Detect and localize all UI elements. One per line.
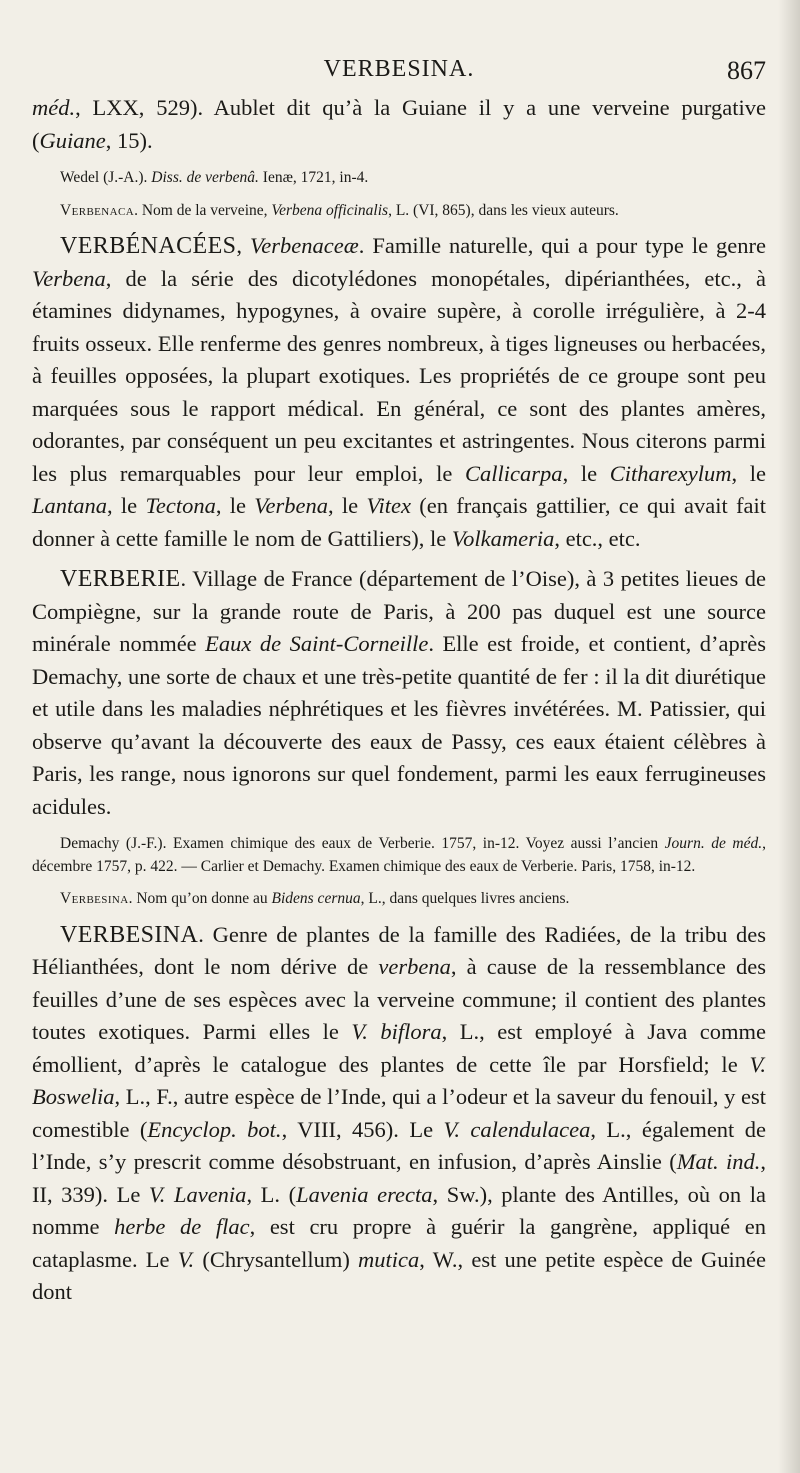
entry-headword: VERBERIE — [60, 566, 181, 592]
italic-text: V. Lavenia — [148, 1181, 247, 1207]
page-gutter-shadow — [778, 0, 800, 1473]
running-head — [32, 52, 766, 86]
text-run: . Genre de plantes de la famille des Radiées, de la tribu des Hélianthées, dont le nom dérive de — [32, 921, 766, 979]
text-run: , le — [215, 493, 255, 518]
text-run: , décembre 1757, p. 422. — Carlier et Demachy. Examen chimique des eaux de Verberie. Paris, 1758, in-12. — [32, 835, 766, 875]
text-run: , L., également de l’Inde, s’y prescrit comme désobstruant, en infusion, d’après Ainslie ( — [32, 1116, 766, 1174]
text-run: , de la série des dicotylédones monopétales, dipérianthées, etc., à étamines didynames, hypogynes, à ovaire supère, à corolle irrégulière, à 2-4 fruits osseux. Elle renferme des genres nombreux, à tiges ligneuses ou herbacées, à feuilles opposées, la plupart exotiques. Les propriétés de ce groupe sont peu marquées sous le rapport médical. En général, ce sont des plantes amères, odorantes, par conséquent un peu excitantes et astringentes. Nous citerons parmi les plus remarquables pour leur emploi, le — [32, 265, 766, 486]
text-run: , LXX, 529). Aublet dit qu’à la Guiane il y a une verveine purgative ( — [32, 95, 766, 153]
reference-note — [32, 888, 766, 911]
entry-paragraph — [32, 919, 766, 1309]
italic-text: Mat. ind. — [676, 1149, 761, 1174]
text-run: , à cause de la ressemblance des feuilles d’une de ses espèces avec la verveine commune; il contient des plantes toutes exotiques. Parmi elles le — [32, 954, 766, 1044]
italic-text: Verbenaceæ — [250, 233, 359, 258]
text-run: . Nom de la verveine, — [134, 201, 272, 219]
text-run: , est cru propre à guérir la gangrène, appliqué en cataplasme. Le — [32, 1214, 766, 1272]
italic-text: Callicarpa — [465, 460, 563, 486]
italic-text: V. Boswelia — [32, 1051, 766, 1109]
italic-text: Lantana — [32, 493, 108, 518]
italic-text: Tectona — [145, 493, 216, 518]
text-run: , 15). — [105, 127, 153, 153]
text-run: , W., est une petite espèce de Guinée dont — [32, 1246, 766, 1304]
entry-headword: VERBÉNACÉES — [60, 233, 237, 259]
page-body — [32, 92, 766, 1309]
page-number: 867 — [727, 56, 766, 85]
reference-note — [32, 200, 766, 223]
italic-text: Eaux de Saint-Corneille — [205, 631, 429, 656]
italic-text: verbena — [378, 954, 451, 979]
italic-text: Vitex — [366, 493, 412, 518]
italic-text: mutica — [358, 1246, 420, 1272]
text-run: , L., est employé à Java comme émollient, d’après le catalogue des plantes de cette île par Horsfield; le — [32, 1019, 766, 1077]
entry-paragraph — [32, 563, 766, 823]
running-head-title: VERBESINA. — [323, 56, 475, 82]
italic-text: Citharexylum — [609, 460, 732, 486]
text-run: , le — [562, 460, 610, 486]
entry-paragraph — [32, 230, 766, 555]
italic-text: Volkameria — [451, 525, 555, 551]
text-run: , L., dans quelques livres anciens. — [360, 890, 570, 907]
text-run: , L. (VI, 865), dans les vieux auteurs. — [388, 201, 619, 219]
text-run: (Chrysantellum) — [194, 1246, 359, 1272]
text-run: (en français gattilier, ce qui avait fait donner à cette famille le nom de Gattiliers), le — [32, 493, 766, 551]
text-run: . Elle est froide, et contient, d’après Demachy, une sorte de chaux et une très-petite quantité de fer : il la dit diurétique et utile dans les maladies néphrétiques et les fièvres invétérées. M. Patissier, qui observe qu’avant la découverte des eaux de Passy, ces eaux étaient célèbres à Paris, les range, nous ignorons sur quel fondement, parmi les eaux ferrugineuses acidules. — [32, 631, 766, 819]
italic-text: Diss. de verbenâ. — [151, 169, 259, 186]
small-caps-term: Verbesina — [60, 890, 129, 907]
text-run: , Sw.), plante des Antilles, où on la nomme — [32, 1181, 766, 1239]
italic-text: Encyclop. bot. — [147, 1116, 282, 1142]
text-run: , le — [107, 493, 146, 518]
italic-text: Verbena — [32, 265, 106, 291]
small-caps-term: Verbenaca — [60, 201, 135, 219]
text-run: , L. ( — [246, 1181, 297, 1207]
text-run: , le — [731, 460, 766, 486]
italic-text: Verbena — [254, 493, 329, 518]
entry-paragraph — [32, 92, 766, 157]
reference-note — [32, 833, 766, 878]
entry-headword: VERBESINA — [60, 921, 199, 948]
text-run: Wedel (J.-A.). — [60, 169, 152, 186]
italic-text: méd. — [32, 95, 76, 120]
text-run: Demachy (J.-F.). Examen chimique des eaux de Verberie. 1757, in-12. Voyez aussi l’ancien — [60, 835, 665, 852]
text-run: , II, 339). Le — [32, 1149, 767, 1207]
italic-text: Journ. de méd. — [664, 835, 763, 852]
text-run: . Famille naturelle, qui a pour type le genre — [358, 233, 767, 258]
italic-text: herbe de flac — [114, 1214, 250, 1239]
text-run: , L., F., autre espèce de l’Inde, qui a l’odeur et la saveur du fenouil, y est comestible ( — [32, 1084, 766, 1142]
italic-text: Bidens cernua — [271, 890, 361, 907]
text-run: , VIII, 456). Le — [281, 1116, 444, 1142]
text-run: , etc., etc. — [554, 525, 641, 551]
italic-text: Lavenia erecta — [296, 1181, 433, 1207]
italic-text: Verbena officinalis — [271, 201, 389, 219]
reference-note — [32, 167, 766, 190]
text-run: Ienæ, 1721, in-4. — [258, 169, 369, 186]
italic-text: V. calendulacea — [443, 1116, 591, 1142]
text-run: . Nom qu’on donne au — [128, 890, 272, 907]
text-run: , — [236, 233, 251, 258]
italic-text: V. biflora — [351, 1019, 442, 1044]
italic-text: Guiane — [39, 127, 106, 153]
italic-text: V. — [177, 1246, 195, 1272]
text-run: . Village de France (département de l’Oise), à 3 petites lieues de Compiègne, sur la grande route de Paris, à 200 pas duquel est une source minérale nommée — [32, 566, 766, 656]
text-run: , le — [328, 493, 367, 518]
